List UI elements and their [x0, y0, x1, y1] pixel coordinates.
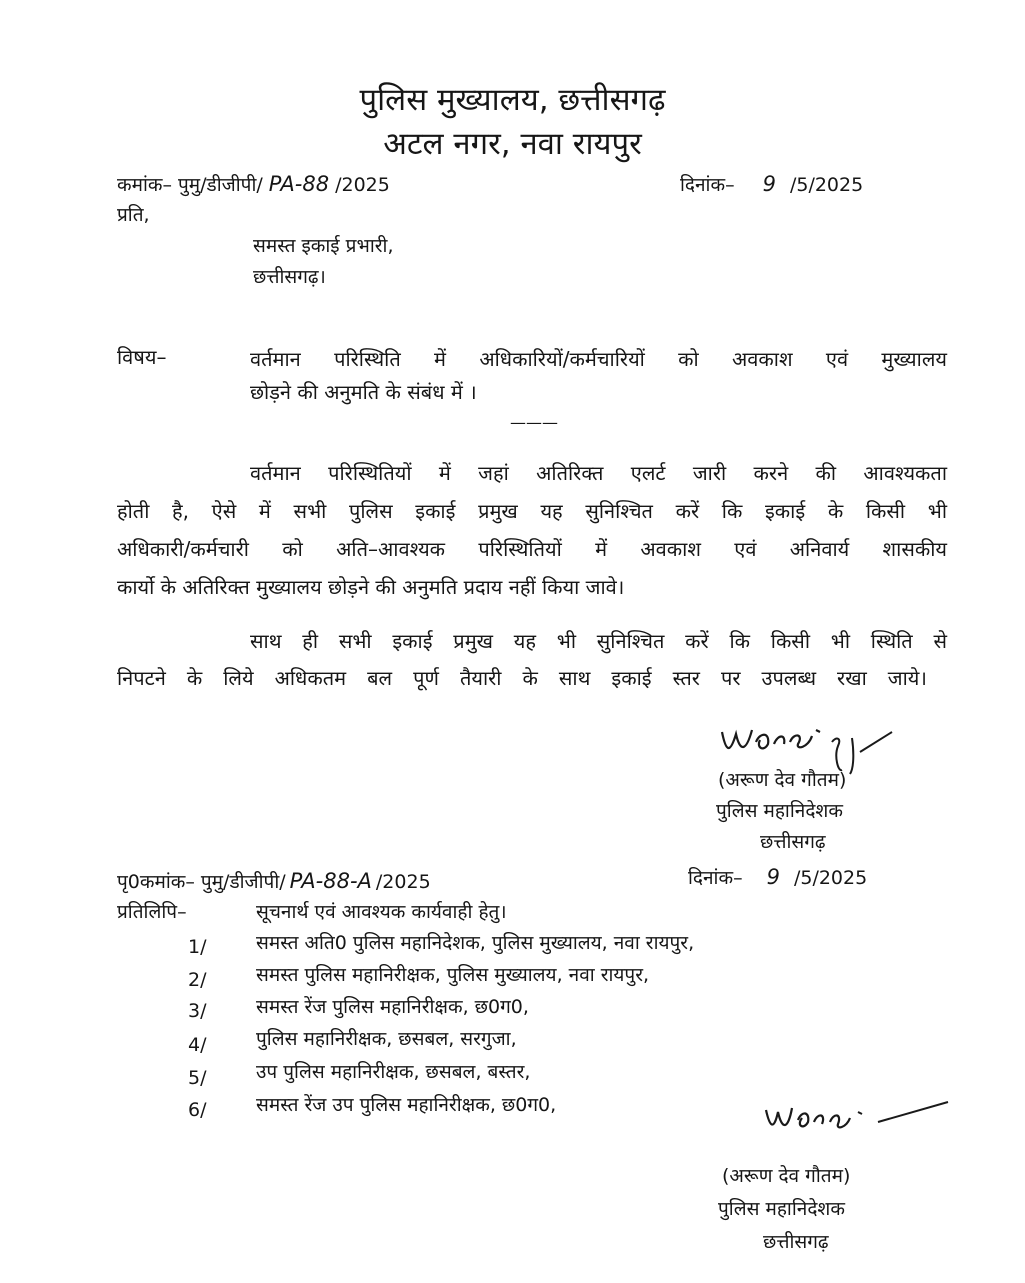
reference-number [117, 174, 390, 195]
subject-line1: वर्तमान परिस्थिति में अधिकारियों/कर्मचारियों को अवकाश एवं मुख्यालय [250, 347, 947, 371]
para1-line2: होती है, ऐसे में सभी पुलिस इकाई प्रमुख यह सुनिश्चित करें कि इकाई के किसी भी [117, 499, 947, 523]
reference-year: /2025 [335, 174, 390, 196]
recipient-number: 2/ [188, 969, 207, 991]
signatory1-name: (अरूण देव गौतम) [718, 769, 847, 791]
endorsement-label: पृ0कमांक– पुमु/डीजीपी/ [117, 871, 286, 893]
reference-handwritten: PA-88 [268, 172, 330, 196]
to-prefix: प्रति, [117, 204, 150, 226]
recipient-text: समस्त रेंज उप पुलिस महानिरीक्षक, छ0ग0, [256, 1094, 557, 1116]
office-name: पुलिस मुख्यालय, छत्तीसगढ़ [359, 82, 666, 118]
recipient-text: समस्त रेंज पुलिस महानिरीक्षक, छ0ग0, [256, 996, 529, 1018]
office-address: अटल नगर, नवा रायपुर [383, 126, 642, 162]
endorsement-handwritten: PA-88-A [289, 869, 372, 893]
endorsement-date [688, 867, 867, 888]
subject-line2: छोड़ने की अनुमति के संबंध में । [250, 380, 477, 404]
para2-line1: साथ ही सभी इकाई प्रमुख यह भी सुनिश्चित करें कि किसी भी स्थिति से [250, 629, 947, 653]
copy-label: प्रतिलिपि– [117, 901, 187, 923]
recipient-number: 3/ [188, 1000, 207, 1022]
date-handwritten-day: 9 [762, 172, 776, 196]
signature-scribble-2 [758, 1098, 958, 1148]
recipient-number: 1/ [188, 936, 207, 958]
signatory1-designation: पुलिस महानिदेशक [716, 800, 843, 822]
recipient-text: उप पुलिस महानिरीक्षक, छसबल, बस्तर, [256, 1061, 531, 1083]
para2-line2: निपटने के लिये अधिकतम बल पूर्ण तैयारी के साथ इकाई स्तर पर उपलब्ध रखा जाये। [117, 666, 927, 690]
addressee-line1: समस्त इकाई प्रभारी, [253, 235, 394, 257]
reference-date [680, 174, 863, 195]
recipient-text: पुलिस महानिरीक्षक, छसबल, सरगुजा, [256, 1028, 517, 1050]
para1-line1: वर्तमान परिस्थितियों में जहां अतिरिक्त एलर्ट जारी करने की आवश्यकता [250, 461, 947, 485]
date-label: दिनांक– [680, 174, 735, 196]
endorsement-date-day: 9 [766, 865, 780, 889]
signatory2-designation: पुलिस महानिदेशक [718, 1198, 845, 1220]
endorsement-date-month-year: /5/2025 [793, 867, 868, 889]
endorsement-year: /2025 [375, 871, 431, 893]
date-month-year: /5/2025 [789, 174, 864, 196]
signatory2-name: (अरूण देव गौतम) [722, 1165, 851, 1187]
endorsement-number [117, 871, 431, 892]
recipient-text: समस्त अति0 पुलिस महानिदेशक, पुलिस मुख्यालय, नवा रायपुर, [256, 932, 695, 954]
signatory1-state: छत्तीसगढ़ [760, 831, 826, 853]
recipient-number: 4/ [188, 1034, 207, 1056]
signatory2-state: छत्तीसगढ़ [763, 1231, 829, 1253]
para1-line4: कार्यो के अतिरिक्त मुख्यालय छोड़ने की अनुमति प्रदाय नहीं किया जावे। [117, 575, 625, 599]
recipient-number: 6/ [188, 1099, 207, 1121]
endorsement-date-label: दिनांक– [688, 867, 743, 889]
subject-separator: ——— [510, 413, 558, 432]
addressee-line2: छत्तीसगढ़। [253, 266, 326, 288]
reference-label: कमांक– पुमु/डीजीपी/ [117, 174, 263, 196]
para1-line3: अधिकारी/कर्मचारी को अति–आवश्यक परिस्थितियों में अवकाश एवं अनिवार्य शासकीय [117, 537, 947, 561]
copy-purpose: सूचनार्थ एवं आवश्यक कार्यवाही हेतु। [256, 901, 507, 923]
recipient-number: 5/ [188, 1067, 207, 1089]
subject-label: विषय– [117, 345, 167, 369]
recipient-text: समस्त पुलिस महानिरीक्षक, पुलिस मुख्यालय, नवा रायपुर, [256, 964, 650, 986]
